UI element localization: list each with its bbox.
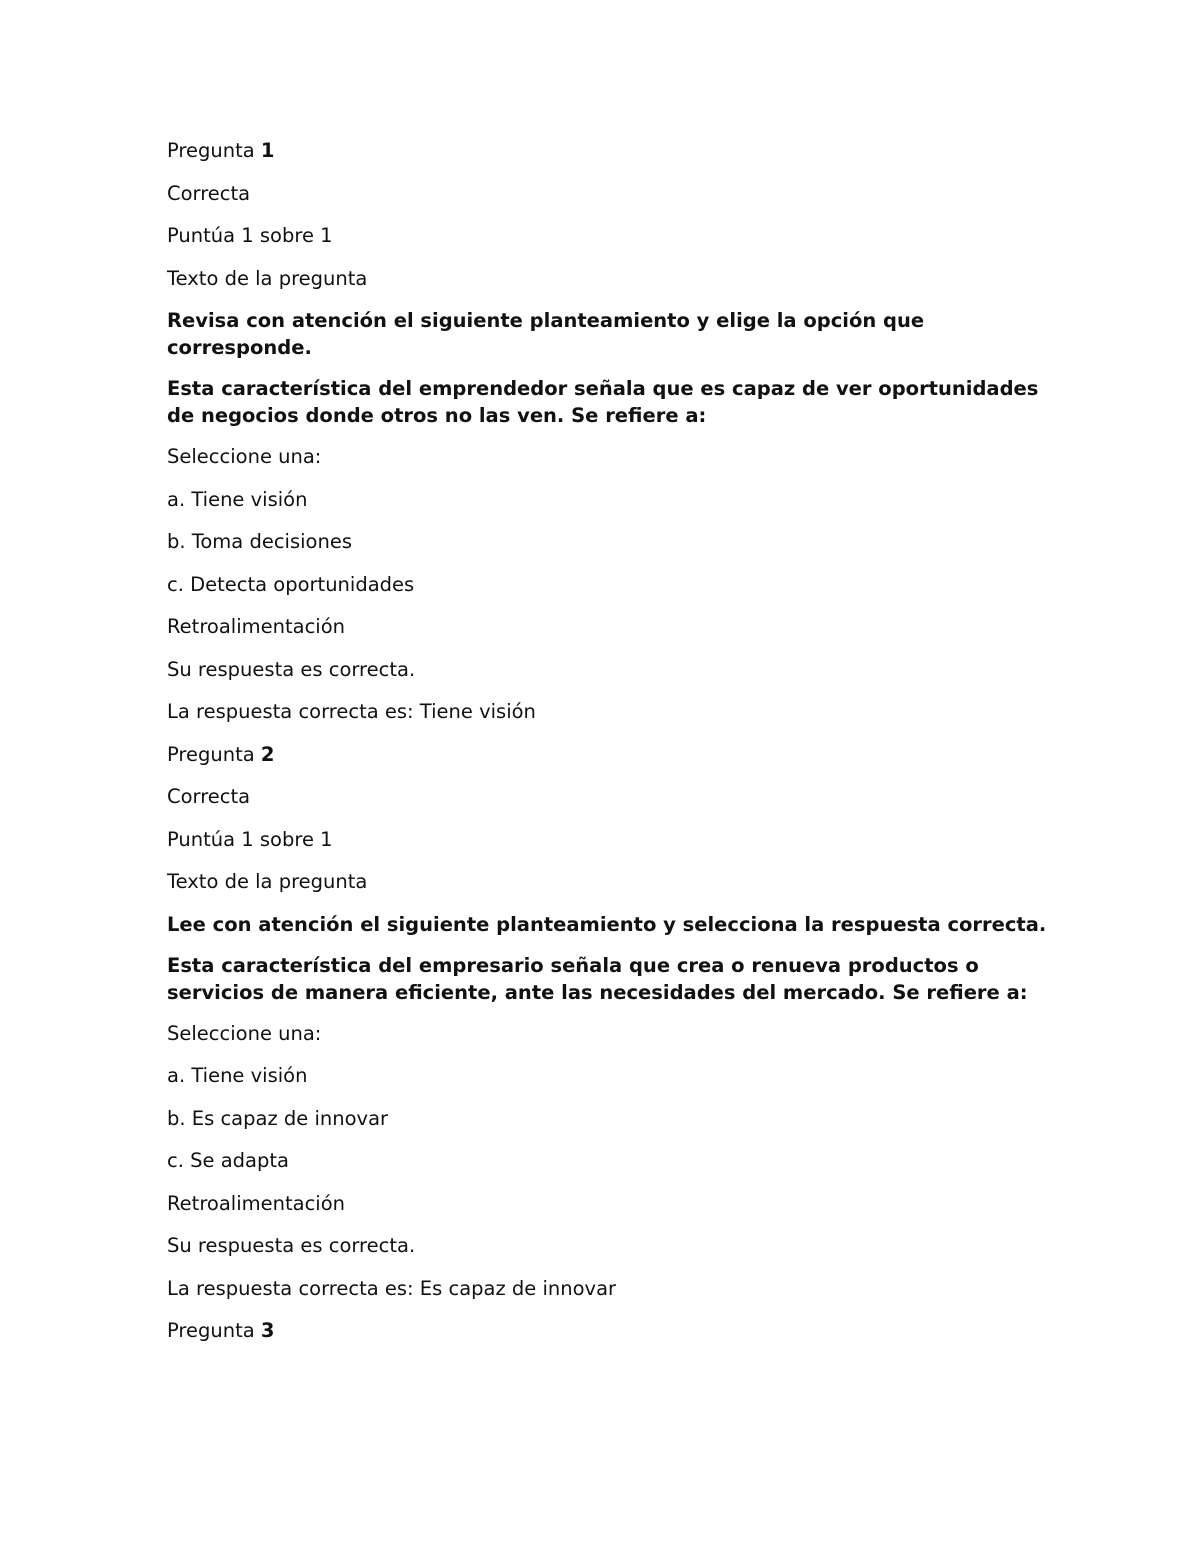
question-score: Puntúa 1 sobre 1 [167,224,333,247]
question-number: 1 [260,139,275,162]
question-prompt: Esta característica del empresario señala que crea o renueva productos o servicios de manera eficiente, ante las necesidades del mercado. Se refiere a: [167,953,1028,1004]
answer-option-c: c. Se adapta [167,1149,289,1172]
answer-option-b: b. Es capaz de innovar [167,1106,389,1130]
question-heading-prefix: Pregunta [167,1319,261,1342]
answer-option-b: b. Toma decisiones [167,530,352,553]
question-heading-prefix: Pregunta [167,742,261,766]
question-heading-prefix: Pregunta [167,139,261,162]
question-instruction: Lee con atención el siguiente planteamiento y selecciona la respuesta correcta. [167,912,1047,936]
document-page [167,137,1047,1360]
question-instruction: Revisa con atención el siguiente planteamiento y elige la opción que corresponde. [167,309,925,359]
answer-option-a: a. Tiene visión [167,487,308,511]
question-heading [167,741,1047,768]
question-text-label: Texto de la pregunta [167,266,368,290]
question-status: Correcta [167,785,251,808]
question-number: 2 [260,742,275,766]
question-status: Correcta [167,181,251,205]
answer-option-c: c. Detecta oportunidades [167,572,415,596]
question-score: Puntúa 1 sobre 1 [167,827,333,851]
answer-option-a: a. Tiene visión [167,1064,308,1087]
feedback-label: Retroalimentación [167,1191,345,1215]
question-text-label: Texto de la pregunta [167,870,368,893]
feedback-label: Retroalimentación [167,615,345,638]
feedback-result: Su respuesta es correcta. [167,1234,416,1257]
select-label: Seleccione una: [167,445,322,468]
question-3 [167,1317,1047,1344]
question-heading [167,1317,1047,1344]
question-1 [167,137,1047,725]
question-prompt: Esta característica del emprendedor señala que es capaz de ver oportunidades de negocios donde otros no las ven. Se refiere a: [167,377,1039,427]
select-label: Seleccione una: [167,1021,322,1045]
question-heading [167,137,1047,164]
question-number: 3 [260,1319,275,1342]
feedback-result: Su respuesta es correcta. [167,657,416,681]
question-2 [167,741,1047,1302]
correct-answer: La respuesta correcta es: Es capaz de innovar [167,1276,617,1300]
correct-answer: La respuesta correcta es: Tiene visión [167,700,536,723]
